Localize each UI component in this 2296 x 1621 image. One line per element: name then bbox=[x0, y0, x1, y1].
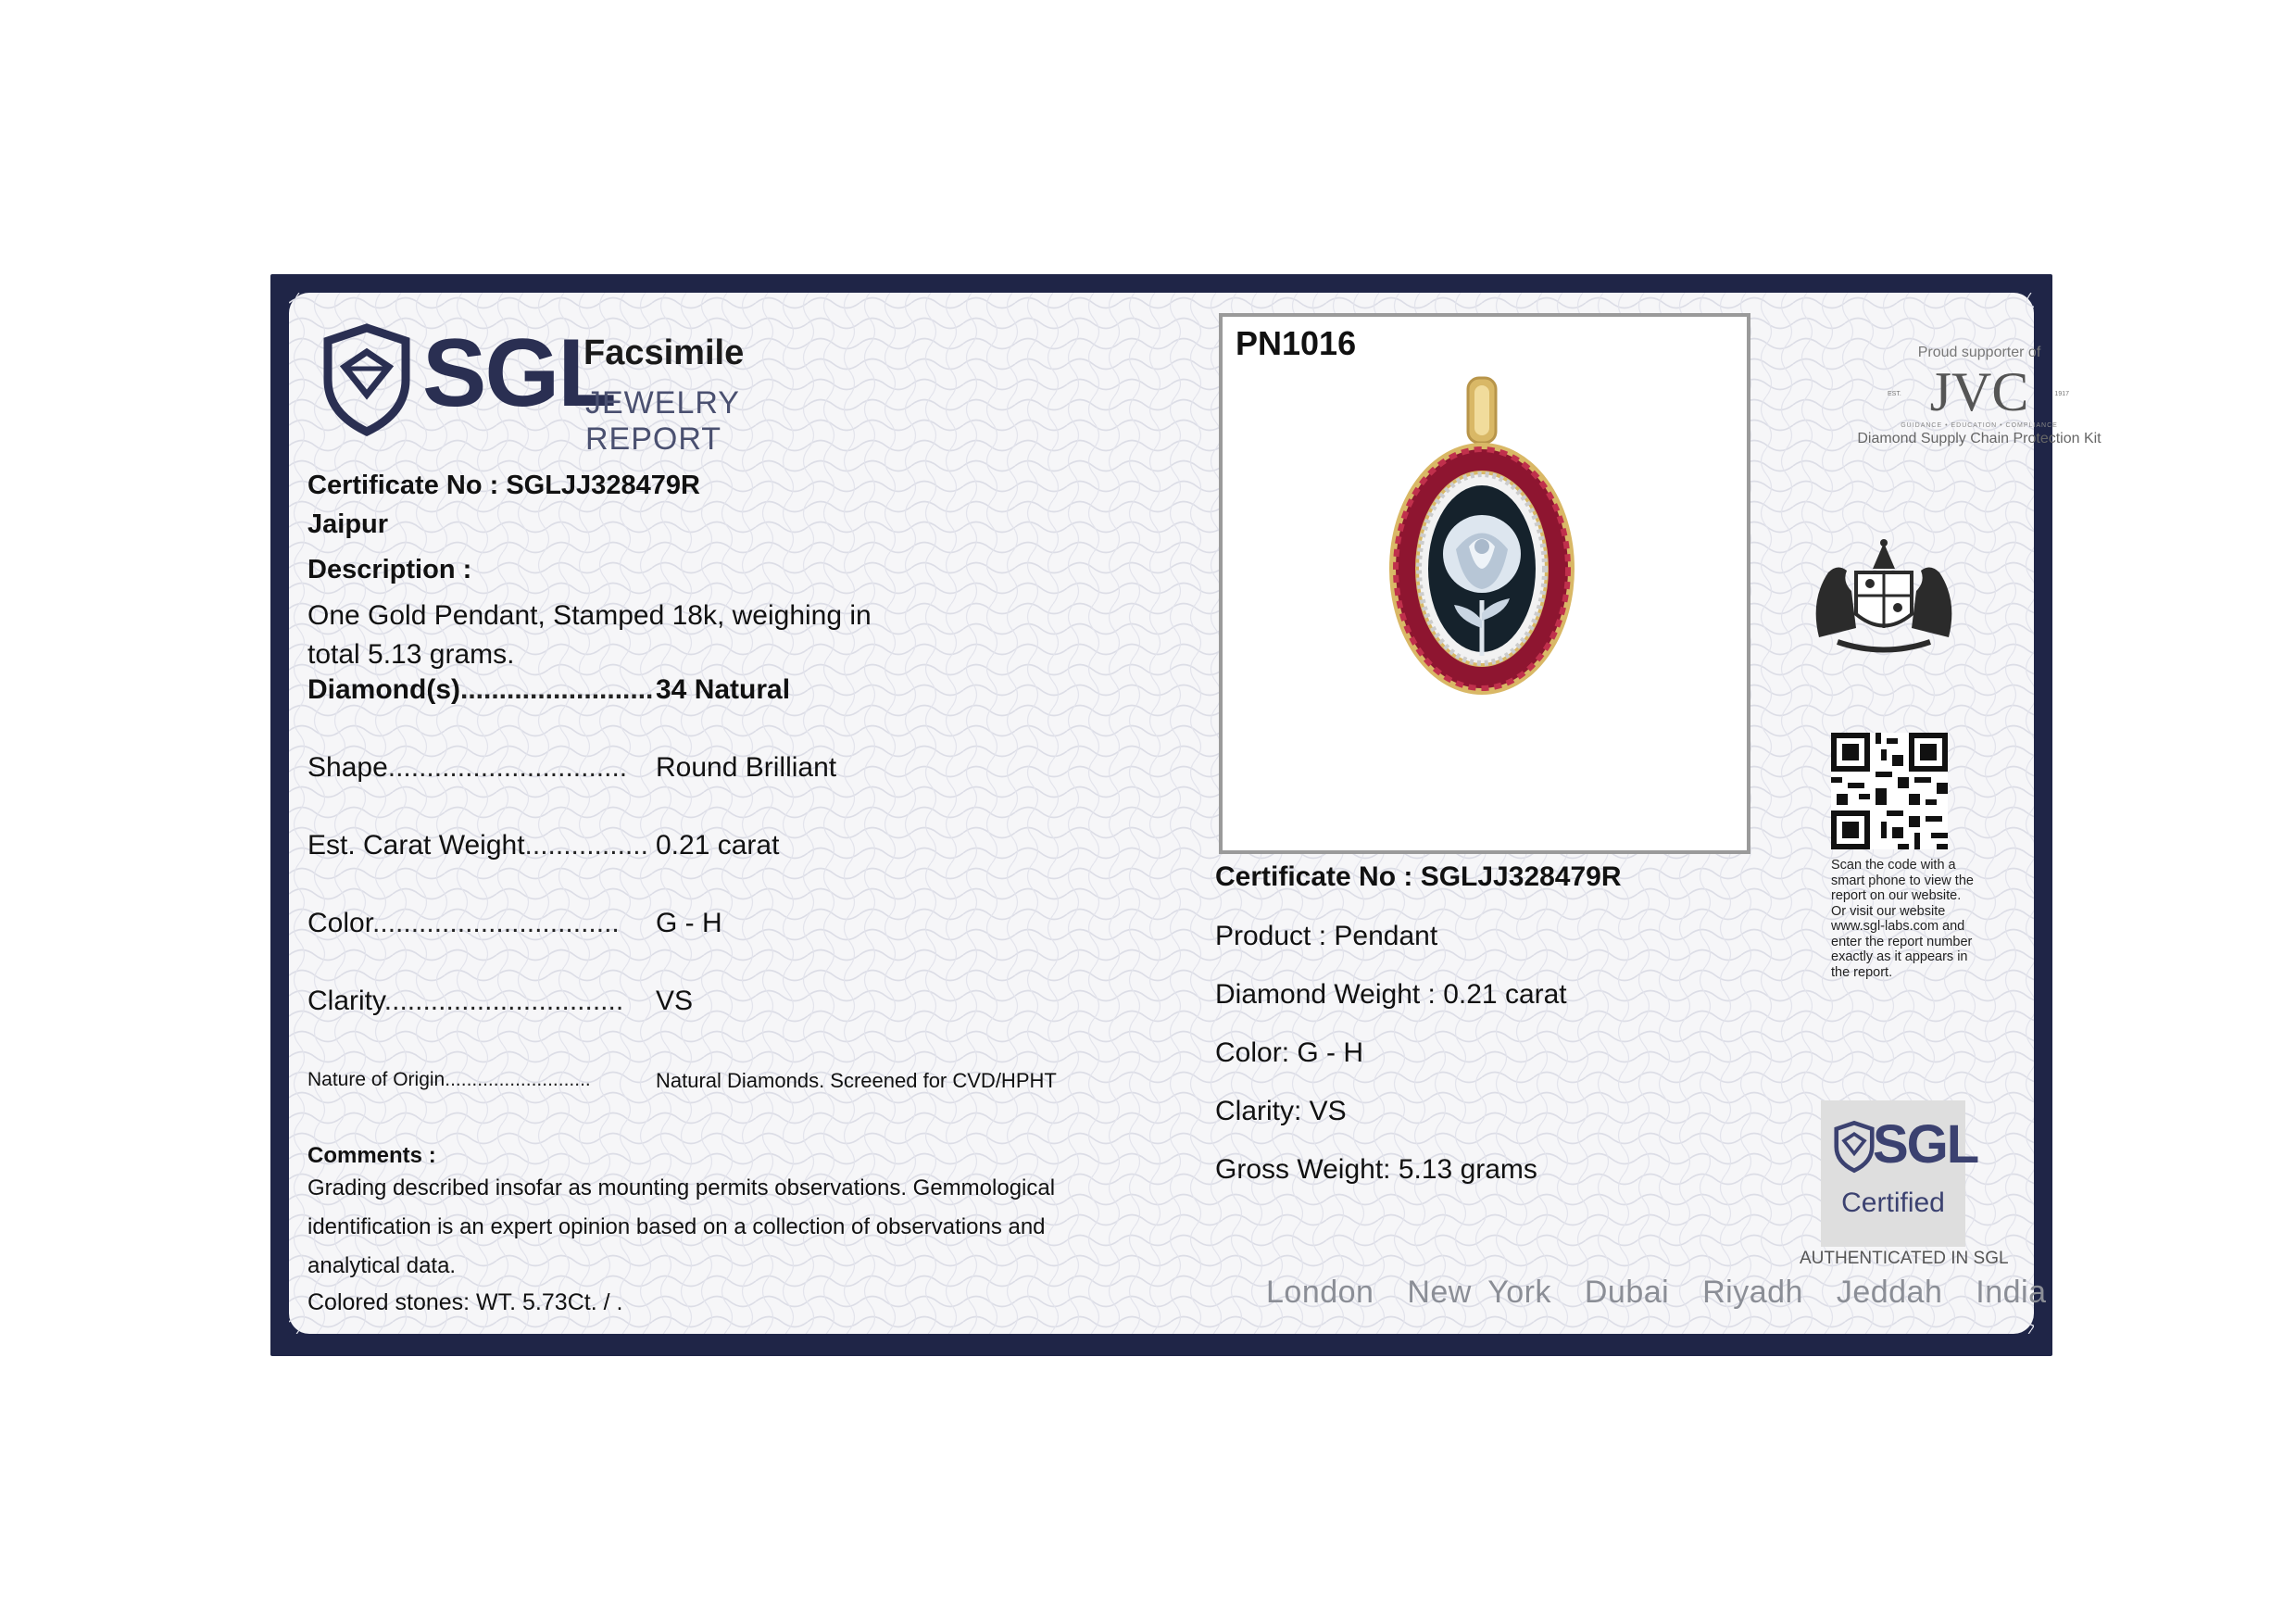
spec-dots: ........................... bbox=[445, 1069, 591, 1090]
comments-text: Grading described insofar as mounting permits observations. Gemmological identification is an expert opinion based on a collection of observations and analytical data. bbox=[307, 1175, 1056, 1278]
product-clarity: Clarity: VS bbox=[1215, 1096, 1347, 1126]
report-type: JEWELRY REPORT bbox=[585, 385, 740, 457]
jvc-supporter-badge bbox=[1854, 345, 2104, 447]
spec-diamonds bbox=[307, 674, 791, 706]
spec-value: VS bbox=[656, 986, 694, 1016]
report-inner bbox=[289, 293, 2102, 1334]
product-color: Color: G - H bbox=[1215, 1037, 1364, 1068]
spec-color bbox=[307, 908, 722, 939]
sgl-logo-text: SGL bbox=[422, 320, 615, 427]
qr-instructions: Scan the code with a smart phone to view the report on our website. Or visit our website www.sgl-labs.com and enter the report number exactly as it appears in the report. bbox=[1831, 858, 1974, 980]
jvc-logo: JVC bbox=[1929, 361, 2029, 422]
pendant-image bbox=[1380, 378, 1584, 711]
badge-brand: SGL bbox=[1873, 1114, 1978, 1175]
spec-label: Nature of Origin bbox=[307, 1069, 445, 1090]
spec-value: G - H bbox=[656, 908, 722, 938]
authenticated-label: AUTHENTICATED IN SGL bbox=[1800, 1249, 2009, 1268]
spec-clarity bbox=[307, 986, 694, 1017]
qr-code-icon bbox=[1831, 733, 1948, 849]
certificate-number: Certificate No : SGLJJ328479R bbox=[307, 471, 700, 500]
spec-dots: ............................... bbox=[387, 752, 628, 783]
product-type: Product : Pendant bbox=[1215, 921, 1438, 951]
spec-label: Diamond(s) bbox=[307, 674, 460, 705]
comments-heading: Comments : bbox=[307, 1143, 436, 1168]
description-text: One Gold Pendant, Stamped 18k, weighing in total 5.13 grams. bbox=[307, 600, 872, 670]
spec-shape bbox=[307, 752, 837, 784]
spec-dots: ......................... bbox=[460, 674, 654, 705]
spec-label: Shape bbox=[307, 752, 388, 783]
jvc-tagline: GUIDANCE • EDUCATION • COMPLIANCE bbox=[1901, 422, 2058, 429]
sgl-logo bbox=[322, 320, 878, 457]
city: Jaipur bbox=[307, 509, 389, 539]
sgl-certified-badge bbox=[1821, 1100, 1978, 1247]
spec-value: Natural Diamonds. Screened for CVD/HPHT bbox=[656, 1069, 1057, 1092]
crest-icon bbox=[1800, 535, 1967, 656]
spec-value: Round Brilliant bbox=[656, 752, 837, 783]
jvc-est: EST. bbox=[1888, 391, 1901, 397]
spec-carat-weight bbox=[307, 830, 780, 861]
badge-certified-label: Certified bbox=[1841, 1187, 1945, 1218]
sgl-shield-icon bbox=[1834, 1121, 1875, 1173]
description-heading: Description : bbox=[307, 555, 472, 584]
product-gross-weight: Gross Weight: 5.13 grams bbox=[1215, 1154, 1537, 1185]
spec-dots: ................................ bbox=[372, 908, 620, 938]
report-card bbox=[270, 274, 2102, 1356]
sgl-shield-icon bbox=[322, 324, 411, 435]
spec-label: Clarity bbox=[307, 986, 384, 1016]
colored-stones: Colored stones: WT. 5.73Ct. / . bbox=[307, 1289, 623, 1315]
product-code: PN1016 bbox=[1236, 324, 1357, 362]
product-photo-frame bbox=[1219, 313, 1750, 854]
spec-value: 34 Natural bbox=[656, 674, 791, 705]
jvc-kit: Diamond Supply Chain Protection Kit bbox=[1857, 431, 2102, 446]
spec-label: Color bbox=[307, 908, 373, 938]
product-certificate-number: Certificate No : SGLJJ328479R bbox=[1215, 861, 1622, 892]
spec-nature-of-origin bbox=[307, 1069, 1057, 1092]
facsimile-label: Facsimile bbox=[583, 333, 745, 372]
spec-label: Est. Carat Weight bbox=[307, 830, 525, 861]
spec-dots: ................ bbox=[524, 830, 648, 861]
jvc-proud-text: Proud supporter of bbox=[1917, 345, 2041, 360]
jvc-year: 1917 bbox=[2054, 391, 2069, 397]
spec-dots: ............................... bbox=[383, 986, 624, 1016]
office-locations: London New York Dubai Riyadh Jeddah India bbox=[1266, 1275, 2047, 1310]
product-diamond-weight: Diamond Weight : 0.21 carat bbox=[1215, 979, 1567, 1010]
spec-value: 0.21 carat bbox=[656, 830, 780, 861]
